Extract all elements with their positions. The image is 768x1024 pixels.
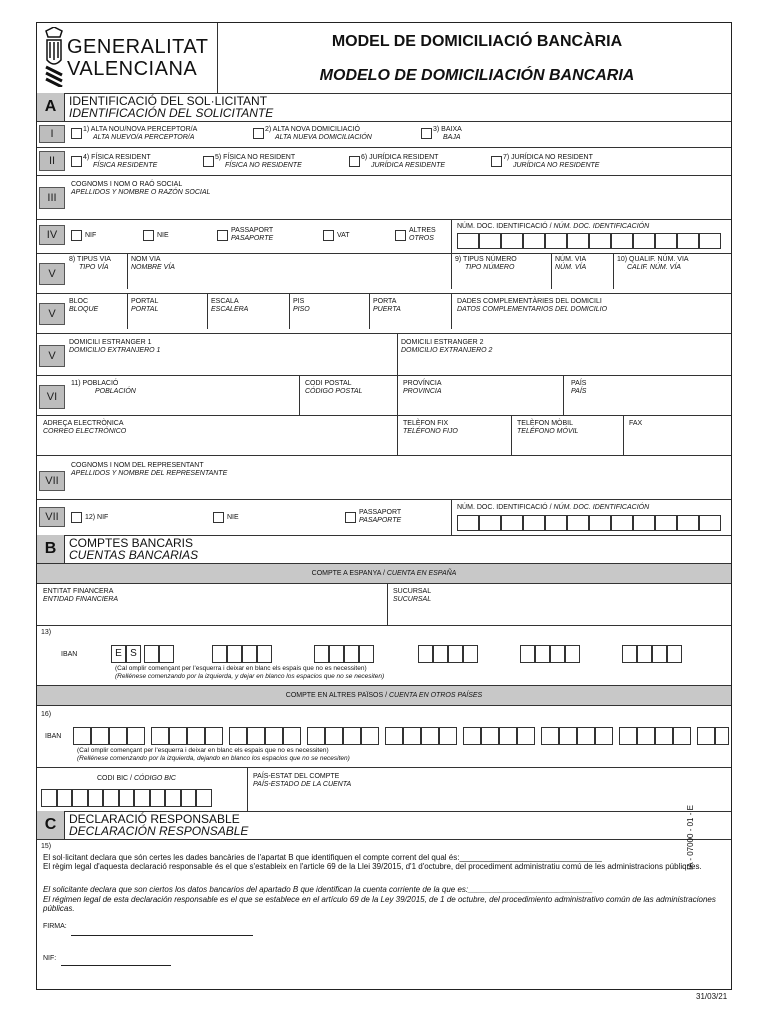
label: NÚM. DOC. IDENTIFICACIÓ bbox=[457, 223, 548, 230]
input-cell[interactable] bbox=[541, 727, 559, 745]
input-cell[interactable] bbox=[463, 645, 478, 663]
input-cell[interactable] bbox=[144, 645, 159, 663]
label: CÓDIGO POSTAL bbox=[305, 388, 363, 395]
section-b-title-va: COMPTES BANCARIS bbox=[69, 536, 194, 550]
input-cell[interactable] bbox=[611, 233, 633, 249]
section-b-letter: B bbox=[37, 535, 65, 563]
divider bbox=[451, 253, 452, 289]
input-cell[interactable] bbox=[181, 789, 197, 807]
label: 13) bbox=[41, 629, 52, 636]
representant-passaport-checkbox[interactable] bbox=[345, 512, 356, 523]
doc-label bbox=[457, 504, 649, 512]
generalitat-logo bbox=[39, 25, 215, 89]
label: NÚM. VIA bbox=[555, 256, 587, 263]
input-cell[interactable] bbox=[463, 727, 481, 745]
label: APELLIDOS Y NOMBRE DEL REPRESENTANTE bbox=[71, 470, 228, 477]
label: OTROS bbox=[409, 235, 434, 242]
label: PORTAL bbox=[131, 298, 159, 305]
label: ALTA NUEVA DOMICILIACIÓN bbox=[275, 134, 372, 141]
input-cell[interactable] bbox=[633, 515, 655, 531]
separator: / bbox=[547, 504, 554, 511]
row-number: VII bbox=[39, 507, 65, 527]
label: NÚM. DOC. IDENTIFICACIÓN bbox=[553, 504, 650, 511]
input-cell[interactable] bbox=[545, 515, 567, 531]
baixa-checkbox[interactable] bbox=[421, 128, 432, 139]
header-divider bbox=[217, 23, 218, 93]
divider bbox=[551, 253, 552, 289]
label: NOM VIA bbox=[131, 256, 161, 263]
alta-nova-domiciliacio-checkbox[interactable] bbox=[253, 128, 264, 139]
divider bbox=[369, 293, 370, 329]
input-cell[interactable] bbox=[611, 515, 633, 531]
bank-direct-debit-form bbox=[36, 22, 732, 990]
row-number: III bbox=[39, 187, 65, 209]
row-number: I bbox=[39, 125, 65, 143]
declaration-va-2: El règim legal d'aquesta declaració responsable és el que s'estableix en l'article 69 de la Llei 39/2015, d'1 d'octubre, del procediment administratiu comú de les administracions públiques. bbox=[43, 862, 702, 871]
label: PROVÍNCIA bbox=[403, 380, 442, 387]
label: JURÍDICA NO RESIDENTE bbox=[513, 162, 600, 169]
input-cell[interactable] bbox=[247, 727, 265, 745]
divider bbox=[397, 333, 398, 375]
section-a-letter: A bbox=[37, 93, 65, 121]
input-cell[interactable] bbox=[307, 727, 325, 745]
label: COMPTE A ESPANYA / bbox=[311, 570, 385, 577]
input-cell[interactable] bbox=[196, 789, 212, 807]
declaration-es-2: El régimen legal de esta declaración responsable es el que se establece en el artículo 69 de la Ley 39/2015, de 1 de octubre, del procedimiento administrativo común de las administraciones públicas. bbox=[43, 895, 716, 913]
label: PROVINCIA bbox=[403, 388, 442, 395]
section-c-title-va: DECLARACIÓ RESPONSABLE bbox=[69, 812, 240, 826]
divider bbox=[37, 767, 731, 768]
divider bbox=[387, 583, 388, 625]
row-number: II bbox=[39, 151, 65, 171]
input-cell[interactable] bbox=[72, 789, 88, 807]
input-cell[interactable] bbox=[567, 233, 589, 249]
label: PORTAL bbox=[131, 306, 159, 313]
label: 5) FÍSICA NO RESIDENT bbox=[215, 154, 296, 161]
input-cell[interactable] bbox=[457, 233, 479, 249]
section-a-title-va: IDENTIFICACIÓ DEL SOL·LICITANT bbox=[69, 94, 268, 108]
input-cell[interactable] bbox=[165, 789, 181, 807]
label: DOMICILIO EXTRANJERO 1 bbox=[69, 347, 161, 354]
label: PASSAPORT bbox=[231, 227, 274, 234]
label: PASAPORTE bbox=[359, 517, 402, 524]
fisica-resident-checkbox[interactable] bbox=[71, 156, 82, 167]
altres-checkbox[interactable] bbox=[395, 230, 406, 241]
input-cell[interactable] bbox=[535, 645, 550, 663]
input-cell[interactable] bbox=[501, 233, 523, 249]
input-cell[interactable] bbox=[655, 727, 673, 745]
form-date: 31/03/21 bbox=[696, 992, 728, 1001]
input-cell[interactable] bbox=[633, 233, 655, 249]
label: ADREÇA ELECTRÒNICA bbox=[43, 420, 124, 427]
input-cell[interactable] bbox=[457, 515, 479, 531]
label: PAÍS bbox=[571, 380, 587, 387]
juridica-no-resident-checkbox[interactable] bbox=[491, 156, 502, 167]
fisica-no-resident-checkbox[interactable] bbox=[203, 156, 214, 167]
divider bbox=[37, 375, 731, 376]
input-cell[interactable] bbox=[385, 727, 403, 745]
input-cell[interactable] bbox=[205, 727, 223, 745]
row-number: IV bbox=[39, 225, 65, 245]
label: PORTA bbox=[373, 298, 397, 305]
label: SUCURSAL bbox=[393, 588, 432, 595]
divider bbox=[37, 455, 731, 456]
divider bbox=[37, 499, 731, 500]
label: BLOC bbox=[69, 298, 89, 305]
divider bbox=[127, 253, 128, 289]
divider bbox=[511, 415, 512, 455]
input-cell[interactable] bbox=[595, 727, 613, 745]
label: COGNOMS I NOM DEL REPRESENTANT bbox=[71, 462, 204, 469]
input-cell[interactable] bbox=[545, 233, 567, 249]
input-cell[interactable] bbox=[227, 645, 242, 663]
form-code: IA - 07000 - 01 - E bbox=[686, 805, 695, 870]
divider bbox=[37, 839, 731, 840]
spain-account-band bbox=[37, 564, 731, 583]
divider bbox=[37, 219, 731, 220]
label: PASAPORTE bbox=[231, 235, 274, 242]
label: 9) TIPUS NÚMERO bbox=[455, 256, 517, 263]
label: TELÈFON FIX bbox=[403, 420, 449, 427]
note: (Cal omplir començant per l'esquerra i deixar en blanc els espais que no es necessiten) bbox=[77, 747, 329, 754]
separator: / bbox=[547, 223, 554, 230]
divider bbox=[37, 415, 731, 416]
label: DATOS COMPLEMENTARIOS DEL DOMICILIO bbox=[457, 306, 608, 313]
note: (Rellénese comenzando por la izquierda, y dejar en blanco los espacios que no se necesiten) bbox=[115, 673, 385, 680]
label: 11) POBLACIÓ bbox=[71, 380, 119, 387]
label: 3) BAIXA bbox=[433, 126, 462, 133]
label: NOMBRE VÍA bbox=[131, 264, 175, 271]
divider bbox=[397, 415, 398, 455]
label: NÚM. VÍA bbox=[555, 264, 587, 271]
label: FÍSICA NO RESIDENTE bbox=[225, 162, 302, 169]
label: NÚM. DOC. IDENTIFICACIÓN bbox=[553, 223, 650, 230]
input-cell[interactable] bbox=[109, 727, 127, 745]
input-cell[interactable] bbox=[169, 727, 187, 745]
divider bbox=[37, 121, 731, 122]
nom-solicitant-field[interactable] bbox=[69, 199, 729, 215]
coat-of-arms-icon bbox=[43, 27, 65, 87]
input-cell[interactable] bbox=[151, 727, 169, 745]
divider bbox=[247, 767, 248, 811]
input-cell[interactable] bbox=[433, 645, 448, 663]
input-cell[interactable] bbox=[257, 645, 272, 663]
input-cell[interactable] bbox=[344, 645, 359, 663]
input-cell[interactable] bbox=[359, 645, 374, 663]
section-b-title-es: CUENTAS BANCARIAS bbox=[69, 548, 199, 562]
row-number: V bbox=[39, 345, 65, 367]
section-a-title-es: IDENTIFICACIÓN DEL SOLICITANTE bbox=[69, 106, 274, 120]
label: ESCALERA bbox=[211, 306, 249, 313]
input-cell[interactable] bbox=[421, 727, 439, 745]
label: NIE bbox=[227, 514, 239, 521]
input-cell[interactable] bbox=[134, 789, 150, 807]
input-cell[interactable] bbox=[559, 727, 577, 745]
label: TIPO VÍA bbox=[79, 264, 109, 271]
declaration-va-1: El sol·licitant declara que són certes les dades bancàries de l'apartat B que identifiquen el compte corrent del qual és:________________________________ bbox=[43, 853, 602, 862]
input-cell[interactable] bbox=[523, 515, 545, 531]
vat-checkbox[interactable] bbox=[323, 230, 334, 241]
input-cell[interactable] bbox=[517, 727, 535, 745]
label: ENTITAT FINANCERA bbox=[43, 588, 114, 595]
divider bbox=[623, 415, 624, 455]
label: CODI BIC / bbox=[97, 775, 133, 782]
input-cell[interactable] bbox=[699, 515, 721, 531]
label: TELÉFONO MÓVIL bbox=[517, 428, 579, 435]
label: POBLACIÓN bbox=[95, 388, 136, 395]
divider bbox=[37, 253, 731, 254]
input-cell[interactable] bbox=[481, 727, 499, 745]
input-cell[interactable] bbox=[127, 727, 145, 745]
row-number: V bbox=[39, 263, 65, 285]
iban-label: IBAN bbox=[61, 651, 78, 658]
input-cell[interactable] bbox=[637, 727, 655, 745]
input-cell[interactable] bbox=[103, 789, 119, 807]
input-cell[interactable] bbox=[577, 727, 595, 745]
divider bbox=[299, 375, 300, 415]
input-cell[interactable] bbox=[41, 789, 57, 807]
note: (Cal omplir començant per l'esquerra i deixar en blanc els espais que no es necessiten) bbox=[115, 665, 367, 672]
input-cell[interactable] bbox=[88, 789, 104, 807]
label: JURÍDICA RESIDENTE bbox=[371, 162, 446, 169]
label: PAÍS-ESTADO DE LA CUENTA bbox=[253, 781, 352, 788]
label: NÚM. DOC. IDENTIFICACIÓ bbox=[457, 504, 548, 511]
row-number: VI bbox=[39, 385, 65, 409]
foreign-account-band bbox=[37, 686, 731, 705]
label: PISO bbox=[293, 306, 310, 313]
section-c-title-es: DECLARACIÓN RESPONSABLE bbox=[69, 824, 249, 838]
label: FÍSICA RESIDENTE bbox=[93, 162, 158, 169]
label: DOMICILI ESTRANGER 2 bbox=[401, 339, 484, 346]
divider bbox=[37, 175, 731, 176]
label: TELÈFON MÒBIL bbox=[517, 420, 574, 427]
divider bbox=[613, 253, 614, 289]
input-cell[interactable] bbox=[187, 727, 205, 745]
divider bbox=[451, 499, 452, 535]
divider bbox=[127, 293, 128, 329]
input-cell[interactable] bbox=[119, 789, 135, 807]
input-cell[interactable] bbox=[520, 645, 535, 663]
label: DOMICILI ESTRANGER 1 bbox=[69, 339, 152, 346]
label: PUERTA bbox=[373, 306, 401, 313]
input-cell[interactable] bbox=[73, 727, 91, 745]
label: 10) QUALIF. NÚM. VIA bbox=[617, 256, 689, 263]
section-c-letter: C bbox=[37, 811, 65, 839]
label: 6) JURÍDICA RESIDENT bbox=[361, 154, 439, 161]
alta-nou-perceptor-checkbox[interactable] bbox=[71, 128, 82, 139]
input-cell[interactable] bbox=[699, 233, 721, 249]
divider bbox=[37, 583, 731, 584]
representant-nie-checkbox[interactable] bbox=[213, 512, 224, 523]
input-cell[interactable] bbox=[619, 727, 637, 745]
input-cell[interactable] bbox=[655, 233, 677, 249]
label: CODI POSTAL bbox=[305, 380, 352, 387]
input-cell[interactable] bbox=[677, 233, 699, 249]
label: CALIF. NÚM. VÍA bbox=[627, 264, 681, 271]
input-cell[interactable] bbox=[501, 515, 523, 531]
label: PAÍS bbox=[571, 388, 587, 395]
form-title-es: MODELO DE DOMICILIACIÓN BANCARIA bbox=[319, 67, 635, 84]
input-cell[interactable] bbox=[499, 727, 517, 745]
divider bbox=[289, 293, 290, 329]
label: DADES COMPLEMENTÀRIES DEL DOMICILI bbox=[457, 298, 602, 305]
input-cell[interactable] bbox=[265, 727, 283, 745]
label: 8) TIPUS VIA bbox=[69, 256, 111, 263]
divider bbox=[397, 375, 398, 415]
label: APELLIDOS Y NOMBRE O RAZÓN SOCIAL bbox=[71, 189, 211, 196]
input-cell[interactable] bbox=[212, 645, 227, 663]
input-cell[interactable] bbox=[439, 727, 457, 745]
label: TELÉFONO FIJO bbox=[403, 428, 458, 435]
nif-label: NIF: bbox=[43, 955, 57, 962]
divider bbox=[37, 705, 731, 706]
passaport-checkbox[interactable] bbox=[217, 230, 228, 241]
form-title-va: MODEL DE DOMICILIACIÓ BANCÀRIA bbox=[331, 33, 623, 50]
label: CORREO ELECTRÓNICO bbox=[43, 428, 127, 435]
nie-checkbox[interactable] bbox=[143, 230, 154, 241]
divider bbox=[37, 293, 731, 294]
label: PAÍS-ESTAT DEL COMPTE bbox=[253, 773, 340, 780]
label: NIF bbox=[85, 232, 97, 239]
declaration-es-1: El solicitante declara que son ciertos los datos bancarios del apartado B que identifican la cuenta corriente de la que es:____________________________ bbox=[43, 885, 593, 894]
iban-cell: E bbox=[111, 645, 126, 663]
input-cell[interactable] bbox=[652, 645, 667, 663]
firma-field[interactable] bbox=[71, 921, 253, 936]
label: 16) bbox=[41, 711, 52, 718]
input-cell[interactable] bbox=[589, 515, 611, 531]
input-cell[interactable] bbox=[242, 645, 257, 663]
divider bbox=[451, 219, 452, 253]
label: SUCURSAL bbox=[393, 596, 432, 603]
firma-label: FIRMA: bbox=[43, 923, 67, 930]
divider bbox=[563, 375, 564, 415]
label: VAT bbox=[337, 232, 350, 239]
input-cell[interactable] bbox=[479, 515, 501, 531]
label: TIPO NÚMERO bbox=[465, 264, 515, 271]
input-cell[interactable] bbox=[622, 645, 637, 663]
label: BAJA bbox=[443, 134, 461, 141]
label: PIS bbox=[293, 298, 305, 305]
label: CÓDIGO BIC bbox=[132, 775, 176, 782]
iban-cell: S bbox=[126, 645, 141, 663]
input-cell[interactable] bbox=[589, 233, 611, 249]
input-cell[interactable] bbox=[314, 645, 329, 663]
label: ALTRES bbox=[409, 227, 436, 234]
label: 15) bbox=[41, 843, 52, 850]
juridica-resident-checkbox[interactable] bbox=[349, 156, 360, 167]
input-cell[interactable] bbox=[667, 645, 682, 663]
logo-line-1: GENERALITAT bbox=[67, 36, 209, 58]
input-cell[interactable] bbox=[523, 233, 545, 249]
label: ENTIDAD FINANCIERA bbox=[43, 596, 119, 603]
note: (Rellénese comenzando por la izquierda, dejando en blanco los espacios que no se necesiten) bbox=[77, 755, 350, 762]
doc-label bbox=[457, 223, 649, 231]
representant-nif-checkbox[interactable] bbox=[71, 512, 82, 523]
input-cell[interactable] bbox=[677, 515, 699, 531]
input-cell[interactable] bbox=[229, 727, 247, 745]
label: 4) FÍSICA RESIDENT bbox=[83, 154, 151, 161]
label: COMPTE EN ALTRES PAÏSOS / bbox=[285, 692, 388, 699]
label: CUENTA EN OTROS PAÍSES bbox=[387, 692, 483, 699]
divider bbox=[37, 625, 731, 626]
label: NIE bbox=[157, 232, 169, 239]
input-cell[interactable] bbox=[697, 727, 715, 745]
input-cell[interactable] bbox=[673, 727, 691, 745]
divider bbox=[37, 333, 731, 334]
divider bbox=[207, 293, 208, 329]
input-cell[interactable] bbox=[329, 645, 344, 663]
input-cell[interactable] bbox=[91, 727, 109, 745]
input-cell[interactable] bbox=[655, 515, 677, 531]
label: ALTA NUEVO/A PERCEPTOR/A bbox=[93, 134, 195, 141]
input-cell[interactable] bbox=[361, 727, 379, 745]
input-cell[interactable] bbox=[479, 233, 501, 249]
input-cell[interactable] bbox=[325, 727, 343, 745]
label: COGNOMS I NOM O RAÓ SOCIAL bbox=[71, 181, 183, 188]
logo-line-2: VALENCIANA bbox=[67, 58, 198, 80]
input-cell[interactable] bbox=[565, 645, 580, 663]
input-cell[interactable] bbox=[567, 515, 589, 531]
input-cell[interactable] bbox=[448, 645, 463, 663]
label: DOMICILIO EXTRANJERO 2 bbox=[401, 347, 493, 354]
label: 2) ALTA NOVA DOMICILIACIÓ bbox=[265, 126, 360, 133]
divider bbox=[451, 293, 452, 329]
label: 1) ALTA NOU/NOVA PERCEPTOR/A bbox=[83, 126, 198, 133]
label: 12) NIF bbox=[85, 514, 109, 521]
label: BLOQUE bbox=[69, 306, 99, 313]
row-number: V bbox=[39, 303, 65, 325]
label: CUENTA EN ESPAÑA bbox=[384, 570, 457, 577]
label: ESCALA bbox=[211, 298, 239, 305]
input-cell[interactable] bbox=[57, 789, 73, 807]
label: 7) JURÍDICA NO RESIDENT bbox=[503, 154, 593, 161]
input-cell[interactable] bbox=[550, 645, 565, 663]
label: PASSAPORT bbox=[359, 509, 402, 516]
input-cell[interactable] bbox=[343, 727, 361, 745]
input-cell[interactable] bbox=[283, 727, 301, 745]
iban-label: IBAN bbox=[45, 733, 62, 740]
input-cell[interactable] bbox=[403, 727, 421, 745]
input-cell[interactable] bbox=[418, 645, 433, 663]
input-cell[interactable] bbox=[150, 789, 166, 807]
input-cell[interactable] bbox=[159, 645, 174, 663]
nif-checkbox[interactable] bbox=[71, 230, 82, 241]
divider bbox=[37, 147, 731, 148]
label: FAX bbox=[629, 420, 643, 427]
row-number: VII bbox=[39, 471, 65, 491]
nif-field[interactable] bbox=[61, 953, 171, 966]
bic-label bbox=[97, 775, 176, 783]
input-cell[interactable] bbox=[637, 645, 652, 663]
input-cell[interactable] bbox=[715, 727, 729, 745]
